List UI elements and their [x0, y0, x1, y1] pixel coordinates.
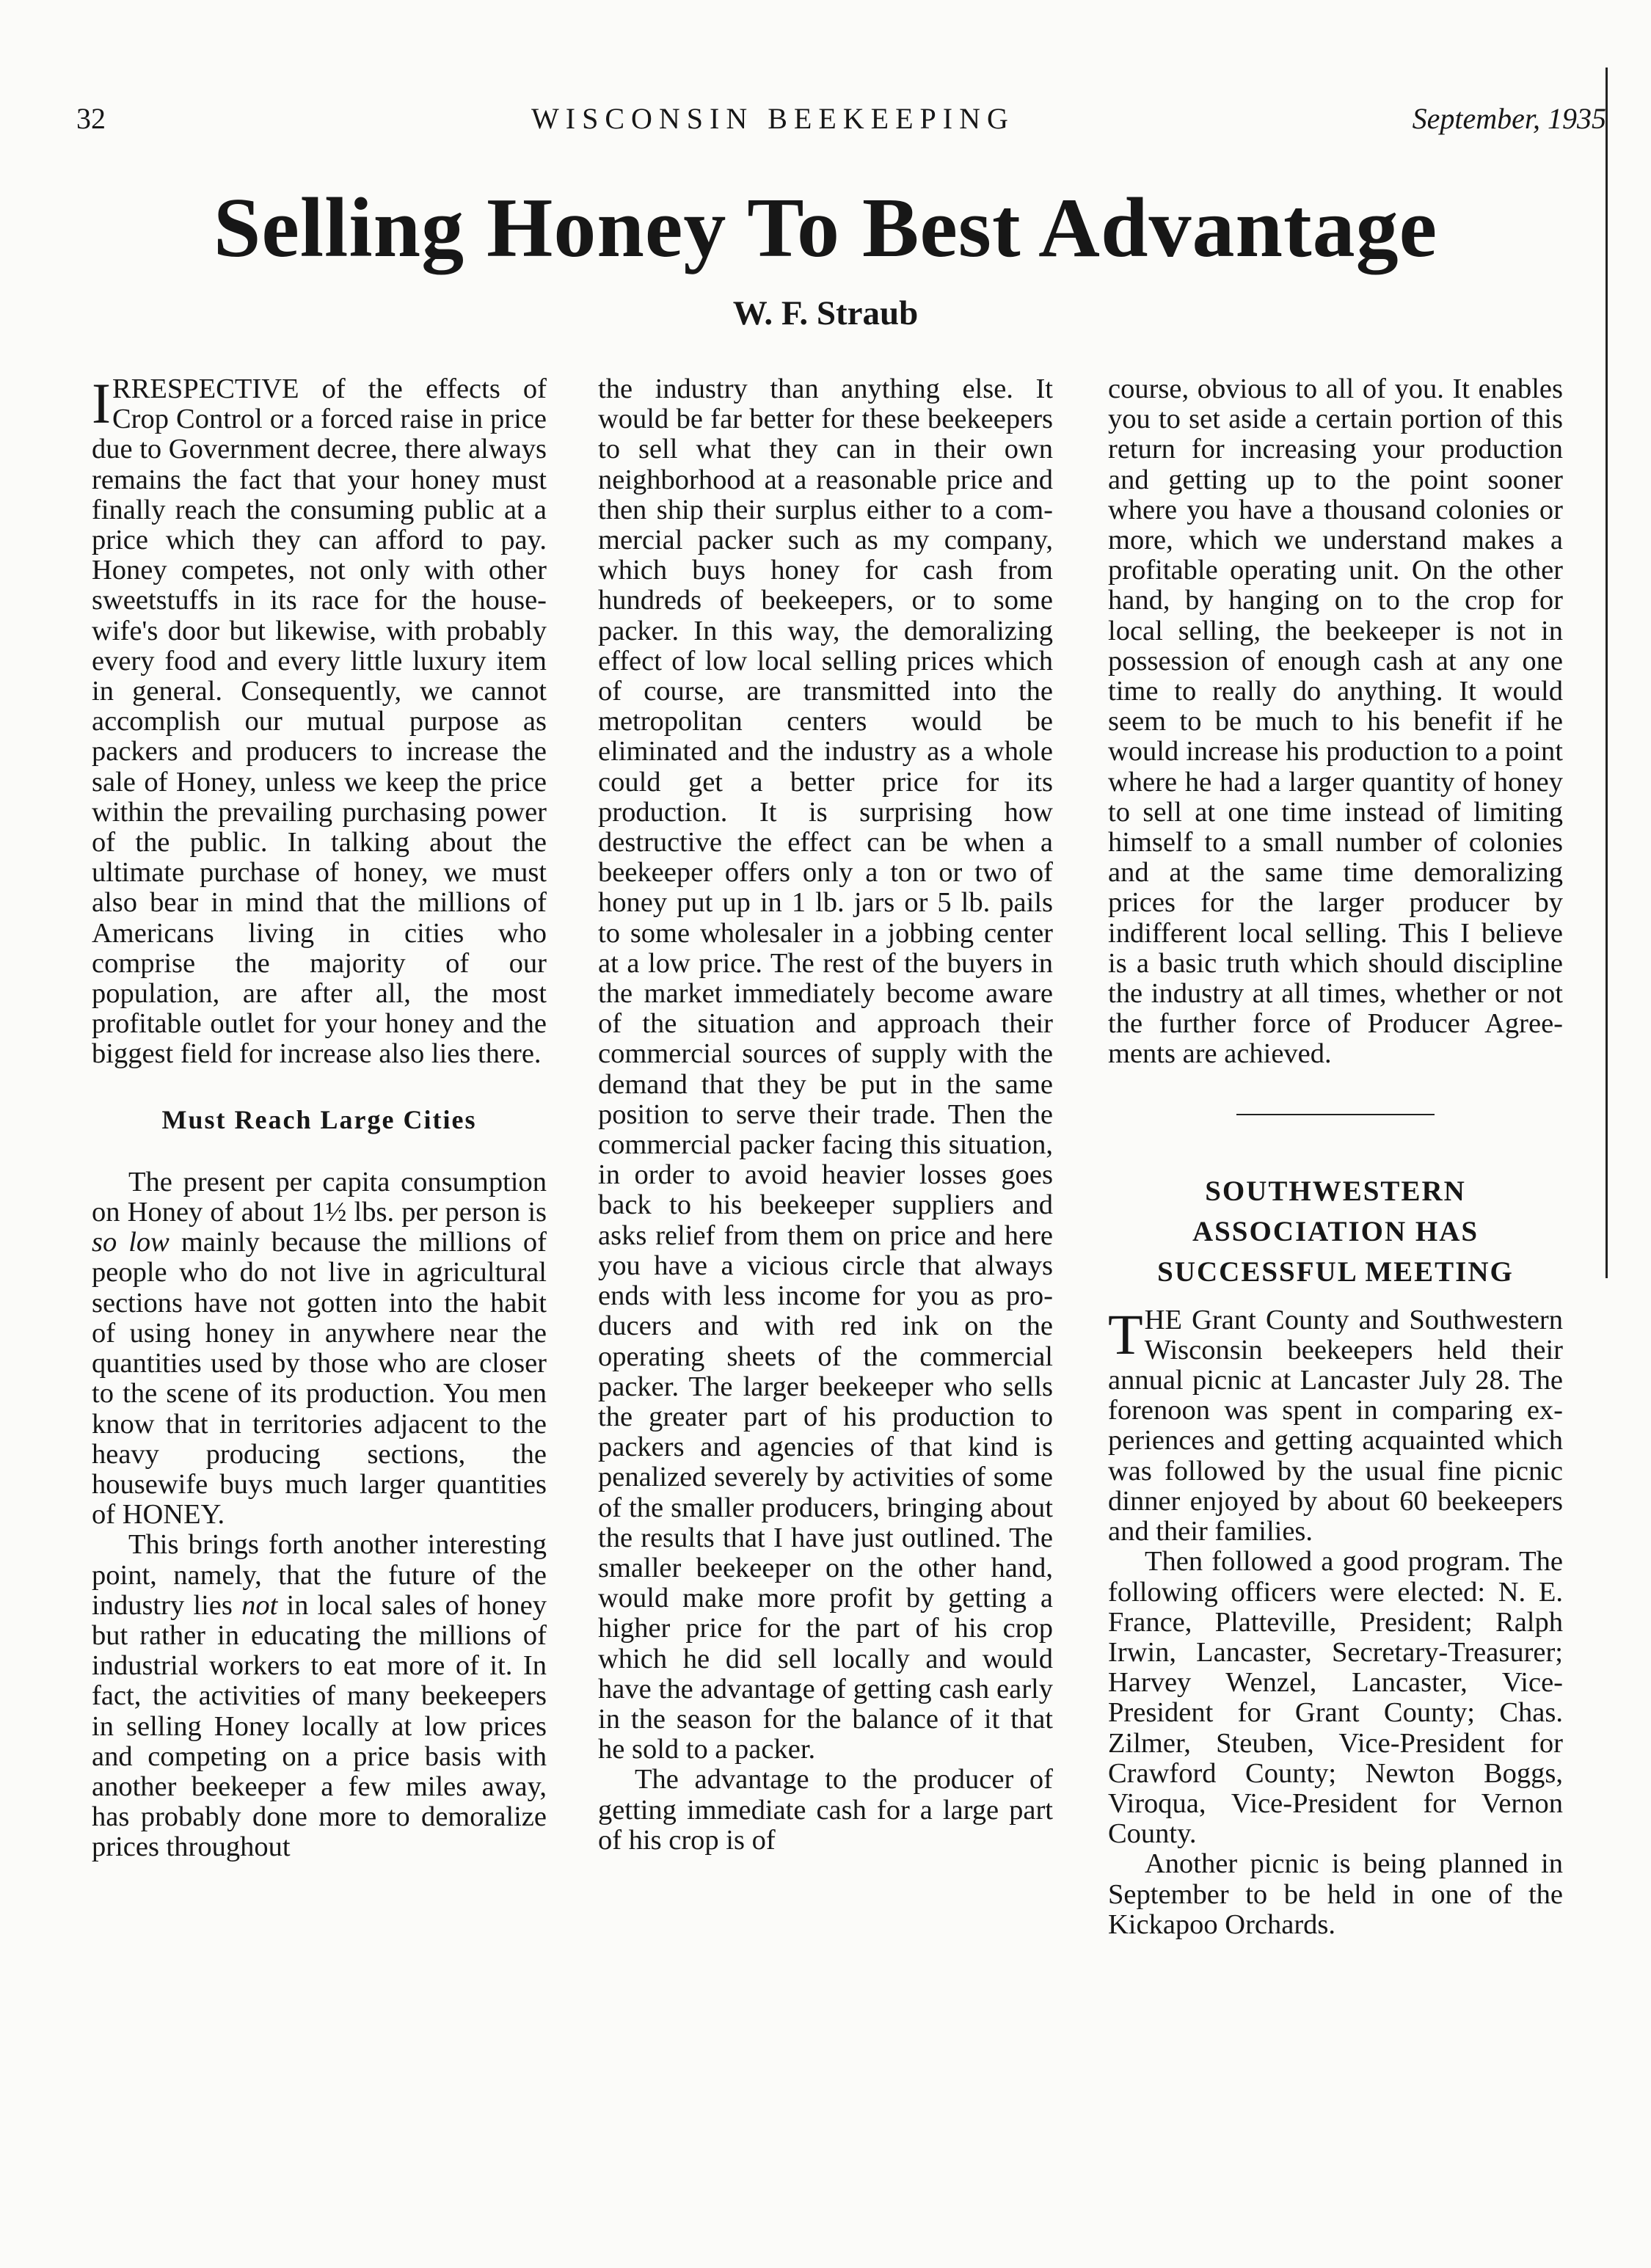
- article-paragraph: The advantage to the producer of getting immediate cash for a large part of his crop is of: [598, 1764, 1053, 1856]
- page-number: 32: [76, 102, 106, 135]
- issue-date: September, 1935: [1412, 102, 1606, 135]
- journal-title: WISCONSIN BEEKEEPING: [531, 102, 1015, 135]
- news-heading-line: ASSOCIATION HAS: [1192, 1215, 1479, 1247]
- article-paragraph: [92, 1530, 547, 1862]
- column-3: [1108, 374, 1563, 1940]
- article-paragraph: [92, 1167, 547, 1530]
- news-paragraph: Then followed a good program. The following officers were elected: N. E. France, Platteville, President; Ralph Irwin, Lancaster, Secretary-Treasurer; Harvey Wenzel, Lancaster, Vice-President for Grant County; Chas. Zilmer, Steuben, Vice-President for Crawford County; Newton Boggs, Viroqua, Vice-President for Vernon County.: [1108, 1546, 1563, 1850]
- news-heading-line: SUCCESSFUL MEETING: [1157, 1255, 1514, 1288]
- drop-cap: I: [92, 371, 111, 435]
- article-byline: W. F. Straub: [732, 294, 919, 332]
- paragraph-text: RRESPECTIVE of the effects of Crop Control or a forced raise in price due to Government decree, there always remains the fact that your honey must finally reach the consuming public at a price which they can afford to pay. Honey competes, not only with other sweetstuffs in its race for the housewife's door but likewise, with probably every food and every little luxury item in general. Consequently, we cannot accomplish our mutual purpose as packers and producers to increase the sale of Honey, unless we keep the price within the prevailing purchasing power of the public. In talking about the ultimate purchase of honey, we must also bear in mind that the millions of Americans living in cities who comprise the majority of our population, are after all, the most profitable outlet for your honey and the biggest field for increase also lies there.: [92, 373, 547, 1070]
- section-divider: [1236, 1114, 1435, 1115]
- article-title: Selling Honey To Best Advantage: [213, 181, 1438, 275]
- paragraph-text: in local sales of honey but rather in educating the millions of industrial workers to eat more of it. In fact, the activities of many beekeepers in selling Honey locally at low prices and competing on a price basis with another beekeeper a few miles away, has probably done more to demoralize prices throughout: [92, 1589, 547, 1863]
- paragraph-text: HE Grant County and Southwestern Wisconsin beekeepers held their annual picnic at Lancaster July 28. The forenoon was spent in comparing experiences and getting acquainted which was followed by the usual fine picnic dinner enjoyed by about 60 beekeepers and their families.: [1108, 1304, 1563, 1547]
- paragraph-text: mainly because the millions of people who do not live in agricultural sections have not gotten into the habit of using honey in anywhere near the quantities used by those who are closer to the scene of its production. You men know that in territories adjacent to the heavy producing sections, the housewife buys much larger quantities of HONEY.: [92, 1227, 547, 1531]
- article-paragraph: course, obvious to all of you. It enables you to set aside a certain portion of this return for increasing your production and getting up to the point sooner where you have a thousand colonies or more, which we understand makes a profitable operating unit. On the other hand, by hanging on to the crop for local selling, the beekeeper is not in possession of enough cash at any one time to really do anything. It would seem to be much to his benefit if he would increase his production to a point where he had a larger quantity of honey to sell at one time instead of limiting himself to a small number of colonies and at the same time demoralizing prices for the larger producer by indifferent local selling. This I believe is a basic truth which should discipline the industry at all times, whether or not the further force of Producer Agreements are achieved.: [1108, 373, 1563, 1070]
- news-heading-line: SOUTHWESTERN: [1205, 1175, 1466, 1207]
- news-heading: [1108, 1171, 1563, 1292]
- emphasis-text: so low: [92, 1227, 170, 1258]
- emphasis-text: not: [241, 1589, 278, 1621]
- drop-cap: T: [1108, 1302, 1143, 1366]
- paragraph-text: This brings forth another interesting point, namely, that the future of the industry lies: [92, 1529, 547, 1621]
- article-paragraph: [92, 371, 547, 1070]
- article-paragraph: the industry than anything else. It would be far better for these beekeepers to sell what they can in their own neighborhood at a reasonable price and then ship their surplus either to a commercial packer such as my company, which buys honey for cash from hundreds of beekeepers, or to some packer. In this way, the demoralizing effect of low local selling prices which of course, are transmitted into the metropolitan centers would be eliminated and the industry as a whole could get a better price for its production. It is surprising how destructive the effect can be when a beekeeper offers only a ton or two of honey put up in 1 lb. jars or 5 lb. pails to some wholesaler in a jobbing center at a low price. The rest of the buyers in the market immediately become aware of the situation and approach their commercial sources of supply with the demand that they be put in the same position to serve their trade. Then the commercial packer facing this situation, in order to avoid heavier losses goes back to his beekeeper suppliers and asks relief from them on price and here you have a vicious circle that always ends with less income for you as producers and with red ink on the operating sheets of the commercial packer. The larger beekeeper who sells the greater part of his production to packers and agencies of that kind is penalized severely by activities of some of the smaller producers, bringing about the results that I have just outlined. The smaller beekeeper on the other hand, would make more profit by getting a higher price for the part of his crop which he did sell locally and would have the advantage of getting cash early in the season for the balance of it that he sold to a packer.: [598, 373, 1053, 1765]
- section-subheading: Must Reach Large Cities: [161, 1104, 477, 1134]
- news-paragraph: [1108, 1302, 1563, 1547]
- column-1: [92, 371, 547, 1863]
- paragraph-text: The present per capita consumption on Honey of about 1½ lbs. per person is: [92, 1166, 547, 1228]
- column-2: [598, 374, 1053, 1856]
- running-header: [76, 101, 1606, 145]
- news-paragraph: Another picnic is being planned in September to be held in one of the Kickapoo Orchards.: [1108, 1848, 1563, 1940]
